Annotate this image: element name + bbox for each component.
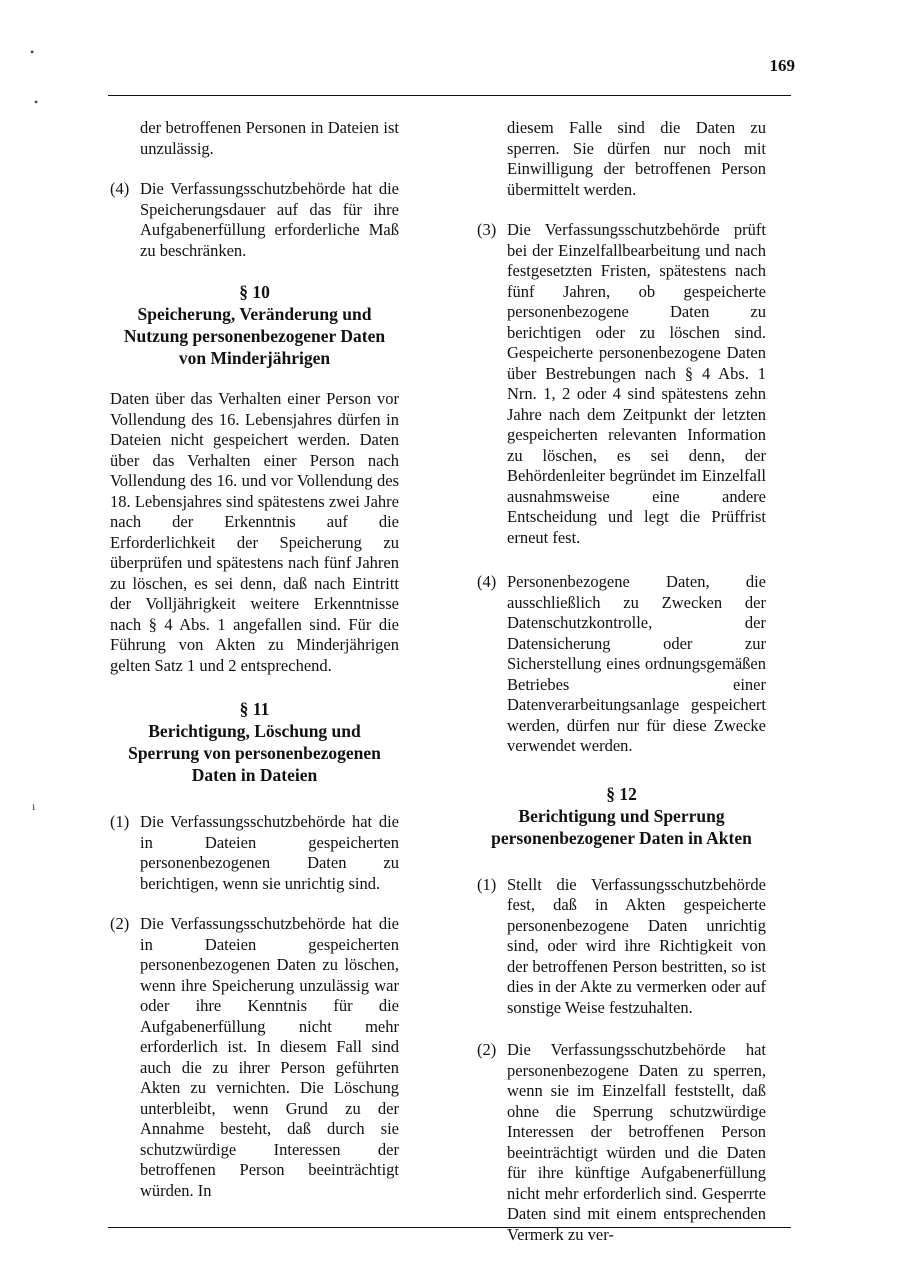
right-column bbox=[477, 118, 766, 1265]
scan-mark: • bbox=[34, 95, 39, 109]
paragraph-number: (2) bbox=[477, 1040, 497, 1059]
paragraph-3 bbox=[477, 220, 766, 548]
section-10-heading bbox=[110, 281, 399, 369]
paragraph-number: (2) bbox=[110, 914, 130, 933]
paragraph-2 bbox=[477, 1040, 766, 1245]
paragraph-text: Die Verfassungsschutzbehörde hat die in Dateien gespeicherten personenbezogenen Daten zu löschen, wenn ihre Speicherung unzulässig war oder ihre Kenntnis für die Aufgabenerfüllung nicht mehr erforderlich ist. In diesem Fall sind auch die zu ihrer Person geführten Akten zu vernichten. Die Löschung unterbleibt, wenn Grund zu der Annahme besteht, daß durch sie schutzwürdige Interessen der betroffenen Person beeinträchtigt würden. In bbox=[140, 914, 399, 1200]
paragraph-text: Personenbezogene Daten, die ausschließlich zu Zwecken der Datenschutzkontrolle, der Datensicherung oder zur Sicherstellung eines ordnungsgemäßen Betriebes einer Datenverarbeitungsanlage gespeichert werden, dürfen nur für diese Zwecke verwendet werden. bbox=[507, 572, 766, 755]
paragraph-1 bbox=[110, 812, 399, 894]
page-number: 169 bbox=[769, 56, 795, 75]
paragraph-text: Die Verfassungsschutzbehörde hat die Speicherungsdauer auf das für ihre Aufgabenerfüllung erforderliche Maß zu beschränken. bbox=[140, 179, 399, 260]
footer-rule bbox=[108, 1227, 791, 1228]
section-12-heading bbox=[477, 783, 766, 849]
paragraph-1 bbox=[477, 875, 766, 1019]
section-number: § 12 bbox=[606, 783, 637, 804]
continuation-text: diesem Falle sind die Daten zu sperren. Sie dürfen nur noch mit Einwilligung der betroffenen Person übermittelt werden. bbox=[507, 118, 766, 199]
section-title-line: Daten in Dateien bbox=[191, 765, 318, 785]
section-title-line: von Minderjährigen bbox=[178, 348, 331, 368]
paragraph-text: Stellt die Verfassungsschutzbehörde fest, daß in Akten gespeicherte personenbezogene Daten unrichtig sind, oder wird ihre Richtigkeit von der betroffenen Person bestritten, so ist dies in der Akte zu vermerken oder auf sonstige Weise festzuhalten. bbox=[507, 874, 766, 1017]
paragraph-text: Die Verfassungsschutzbehörde hat die in Dateien gespeicherten personenbezogenen Daten zu berichtigen, wenn sie unrichtig sind. bbox=[140, 812, 399, 893]
paragraph-number: (4) bbox=[477, 572, 497, 591]
paragraph-number: (1) bbox=[110, 812, 130, 831]
paragraph-4 bbox=[110, 179, 399, 261]
section-title-line: Nutzung personenbezogener Daten bbox=[123, 326, 386, 346]
left-column bbox=[110, 118, 399, 1221]
section-number: § 10 bbox=[239, 282, 270, 302]
scan-mark: ı bbox=[32, 799, 36, 813]
section-title-line: Speicherung, Veränderung und bbox=[137, 304, 372, 324]
header-rule bbox=[108, 95, 791, 96]
continuation-text: der betroffenen Personen in Dateien ist unzulässig. bbox=[140, 118, 399, 158]
section-10-body: Daten über das Verhalten einer Person vor Vollendung des 16. Lebensjahres dürfen in Dateien nicht gespeichert werden. Daten über das Verhalten einer Person nach Vollendung des 16. und vor Vollendung des 18. Lebensjahres sind spätestens zwei Jahre nach der Erkenntnis auf die Erforderlichkeit der Speicherung zu überprüfen und spätestens nach fünf Jahren zu löschen, es sei denn, daß nach Eintritt der Volljährigkeit weitere Erkenntnisse nach § 4 Abs. 1 angefallen sind. Für die Führung von Akten zu Minderjährigen gelten Satz 1 und 2 entsprechend. bbox=[110, 389, 399, 675]
section-title-line: Berichtigung und Sperrung bbox=[518, 805, 725, 826]
paragraph-number: (4) bbox=[110, 179, 130, 198]
paragraph-number: (1) bbox=[477, 874, 497, 894]
paragraph-2 bbox=[110, 914, 399, 1201]
section-title-line: Berichtigung, Löschung und bbox=[148, 721, 361, 741]
paragraph-text: Die Verfassungsschutzbehörde hat personenbezogene Daten zu sperren, wenn sie im Einzelfall feststellt, daß ohne die Sperrung schutzwürdige Interessen der betroffenen Person beeinträchtigt würden und die Daten für ihre künftige Aufgabenerfüllung nicht mehr erforderlich sind. Gesperrte Daten sind mit einem entsprechenden Vermerk zu ver- bbox=[507, 1040, 766, 1244]
scan-mark: • bbox=[30, 45, 35, 59]
section-number: § 11 bbox=[239, 699, 270, 719]
paragraph-4 bbox=[477, 572, 766, 757]
paragraph-number: (3) bbox=[477, 220, 497, 239]
paragraph-text: Die Verfassungsschutzbehörde prüft bei der Einzelfallbearbeitung und nach festgesetzten Fristen, spätestens nach fünf Jahren, ob gespeicherte personenbezogene Daten zu berichtigen oder zu löschen sind. Gespeicherte personenbezogene Daten über Bestrebungen nach § 4 Abs. 1 Nrn. 1, 2 oder 4 sind spätestens zehn Jahre nach dem Zeitpunkt der letzten gespeicherten relevanten Information zu löschen, es sei denn, der Behördenleiter begründet im Einzelfall ausnahmsweise eine andere Entscheidung und legt die Prüffrist erneut fest. bbox=[507, 220, 766, 547]
section-11-heading bbox=[110, 698, 399, 786]
section-title-line: Sperrung von personenbezogenen bbox=[128, 743, 381, 763]
section-title-line: personenbezogener Daten in Akten bbox=[491, 827, 752, 848]
